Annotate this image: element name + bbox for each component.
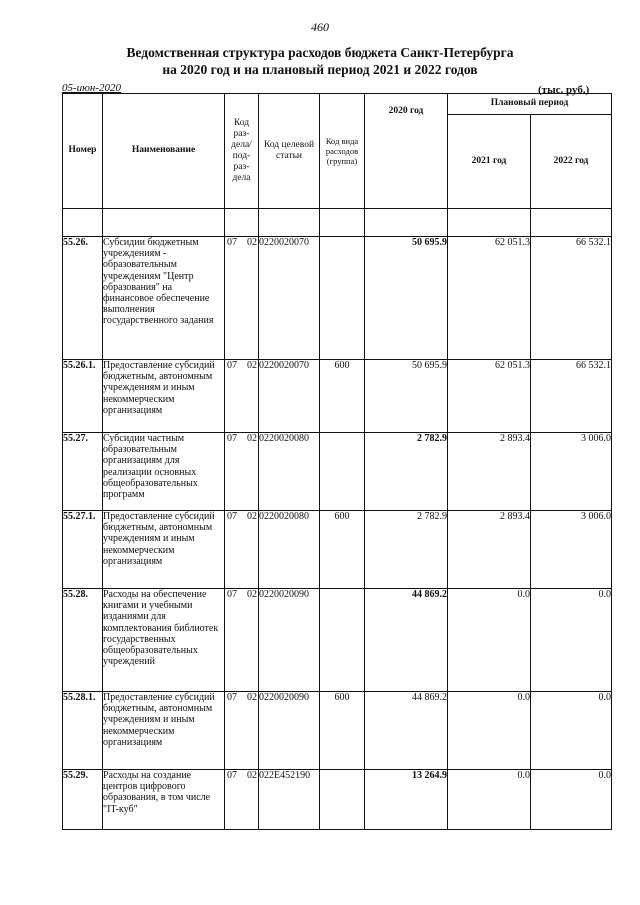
- table-row: [63, 692, 612, 770]
- razdel-code: 07: [227, 511, 237, 522]
- row-amount-2020: 44 869.2: [365, 589, 448, 692]
- table-row: [63, 360, 612, 433]
- row-amount-2021: 0.0: [448, 692, 531, 770]
- row-number: 55.28.1.: [63, 692, 103, 770]
- row-name: Предоставление субсидий бюджетным, автономным учреждениям и иным некоммерческим организациям: [103, 360, 225, 433]
- header-2021: 2021 год: [448, 115, 531, 209]
- row-expense-type: [320, 589, 365, 692]
- table-body: [63, 237, 612, 830]
- table-row: [63, 770, 612, 830]
- row-amount-2022: 3 006.0: [531, 511, 612, 589]
- row-target-code: 0220020080: [259, 511, 320, 589]
- row-razdel: [225, 237, 259, 360]
- row-amount-2022: 0.0: [531, 589, 612, 692]
- row-amount-2022: 0.0: [531, 692, 612, 770]
- header-target-code: Код целевой статьи: [259, 94, 320, 209]
- row-amount-2020: 2 782.9: [365, 511, 448, 589]
- document-title: [0, 44, 640, 78]
- row-target-code: 0220020090: [259, 589, 320, 692]
- row-razdel: [225, 589, 259, 692]
- row-razdel: [225, 692, 259, 770]
- page-number: 460: [311, 20, 329, 34]
- row-amount-2020: 50 695.9: [365, 360, 448, 433]
- podrazdel-code: 02: [247, 692, 257, 703]
- row-target-code: 0220020070: [259, 237, 320, 360]
- row-name: Субсидии частным образовательным организациям для реализации основных общеобразовательных программ: [103, 433, 225, 511]
- table-row: [63, 237, 612, 360]
- row-name: Субсидии бюджетным учреждениям - образовательным учреждениям "Центр образования" на финансовое обеспечение выполнения государственного задания: [103, 237, 225, 360]
- header-razdel: Код раз-дела/ под-раз-дела: [225, 94, 259, 209]
- row-target-code: 0220020090: [259, 692, 320, 770]
- row-expense-type: [320, 433, 365, 511]
- row-name: Предоставление субсидий бюджетным, автономным учреждениям и иным некоммерческим организациям: [103, 511, 225, 589]
- units-label: (тыс. руб.): [538, 84, 590, 96]
- row-amount-2020: 13 264.9: [365, 770, 448, 830]
- row-razdel: [225, 511, 259, 589]
- row-amount-2020: 50 695.9: [365, 237, 448, 360]
- row-expense-type: 600: [320, 692, 365, 770]
- row-expense-type: 600: [320, 360, 365, 433]
- row-expense-type: [320, 770, 365, 830]
- row-amount-2022: 66 532.1: [531, 237, 612, 360]
- row-number: 55.26.1.: [63, 360, 103, 433]
- header-name: Наименование: [103, 94, 225, 209]
- row-amount-2022: 3 006.0: [531, 433, 612, 511]
- header-expense-type: Код вида расходов (группа): [320, 94, 365, 209]
- title-line-1: Ведомственная структура расходов бюджета Санкт-Петербурга: [126, 45, 514, 60]
- row-amount-2021: 62 051.3: [448, 360, 531, 433]
- row-name: Предоставление субсидий бюджетным, автономным учреждениям и иным некоммерческим организациям: [103, 692, 225, 770]
- row-number: 55.29.: [63, 770, 103, 830]
- row-number: 55.27.1.: [63, 511, 103, 589]
- razdel-code: 07: [227, 692, 237, 703]
- title-line-2: на 2020 год и на плановый период 2021 и 2022 годов: [162, 62, 478, 77]
- document-date: 05-июн-2020: [62, 82, 122, 94]
- razdel-code: 07: [227, 589, 237, 600]
- row-razdel: [225, 770, 259, 830]
- header-gap: [63, 209, 103, 237]
- budget-table: [62, 93, 612, 830]
- header-plan-period: Плановый период: [448, 94, 612, 115]
- podrazdel-code: 02: [247, 589, 257, 600]
- row-number: 55.26.: [63, 237, 103, 360]
- row-number: 55.27.: [63, 433, 103, 511]
- razdel-code: 07: [227, 360, 237, 371]
- row-razdel: [225, 433, 259, 511]
- podrazdel-code: 02: [247, 237, 257, 248]
- row-amount-2021: 0.0: [448, 589, 531, 692]
- razdel-code: 07: [227, 237, 237, 248]
- row-razdel: [225, 360, 259, 433]
- row-amount-2022: 0.0: [531, 770, 612, 830]
- header-2022: 2022 год: [531, 115, 612, 209]
- row-amount-2021: 0.0: [448, 770, 531, 830]
- row-expense-type: 600: [320, 511, 365, 589]
- row-expense-type: [320, 237, 365, 360]
- razdel-code: 07: [227, 770, 237, 781]
- row-amount-2022: 66 532.1: [531, 360, 612, 433]
- podrazdel-code: 02: [247, 433, 257, 444]
- row-amount-2020: 44 869.2: [365, 692, 448, 770]
- row-amount-2021: 62 051.3: [448, 237, 531, 360]
- row-amount-2021: 2 893.4: [448, 433, 531, 511]
- row-target-code: 022E452190: [259, 770, 320, 830]
- row-target-code: 0220020080: [259, 433, 320, 511]
- row-number: 55.28.: [63, 589, 103, 692]
- table-row: [63, 433, 612, 511]
- row-name: Расходы на обеспечение книгами и учебными изданиями для комплектования библиотек государственных общеобразовательных учреждений: [103, 589, 225, 692]
- header-number: Номер: [63, 94, 103, 209]
- razdel-code: 07: [227, 433, 237, 444]
- table-row: [63, 511, 612, 589]
- row-target-code: 0220020070: [259, 360, 320, 433]
- row-name: Расходы на создание центров цифрового образования, в том числе "IT-куб": [103, 770, 225, 830]
- table-row: [63, 589, 612, 692]
- podrazdel-code: 02: [247, 511, 257, 522]
- row-amount-2021: 2 893.4: [448, 511, 531, 589]
- podrazdel-code: 02: [247, 770, 257, 781]
- header-2020: 2020 год: [365, 94, 448, 209]
- row-amount-2020: 2 782.9: [365, 433, 448, 511]
- podrazdel-code: 02: [247, 360, 257, 371]
